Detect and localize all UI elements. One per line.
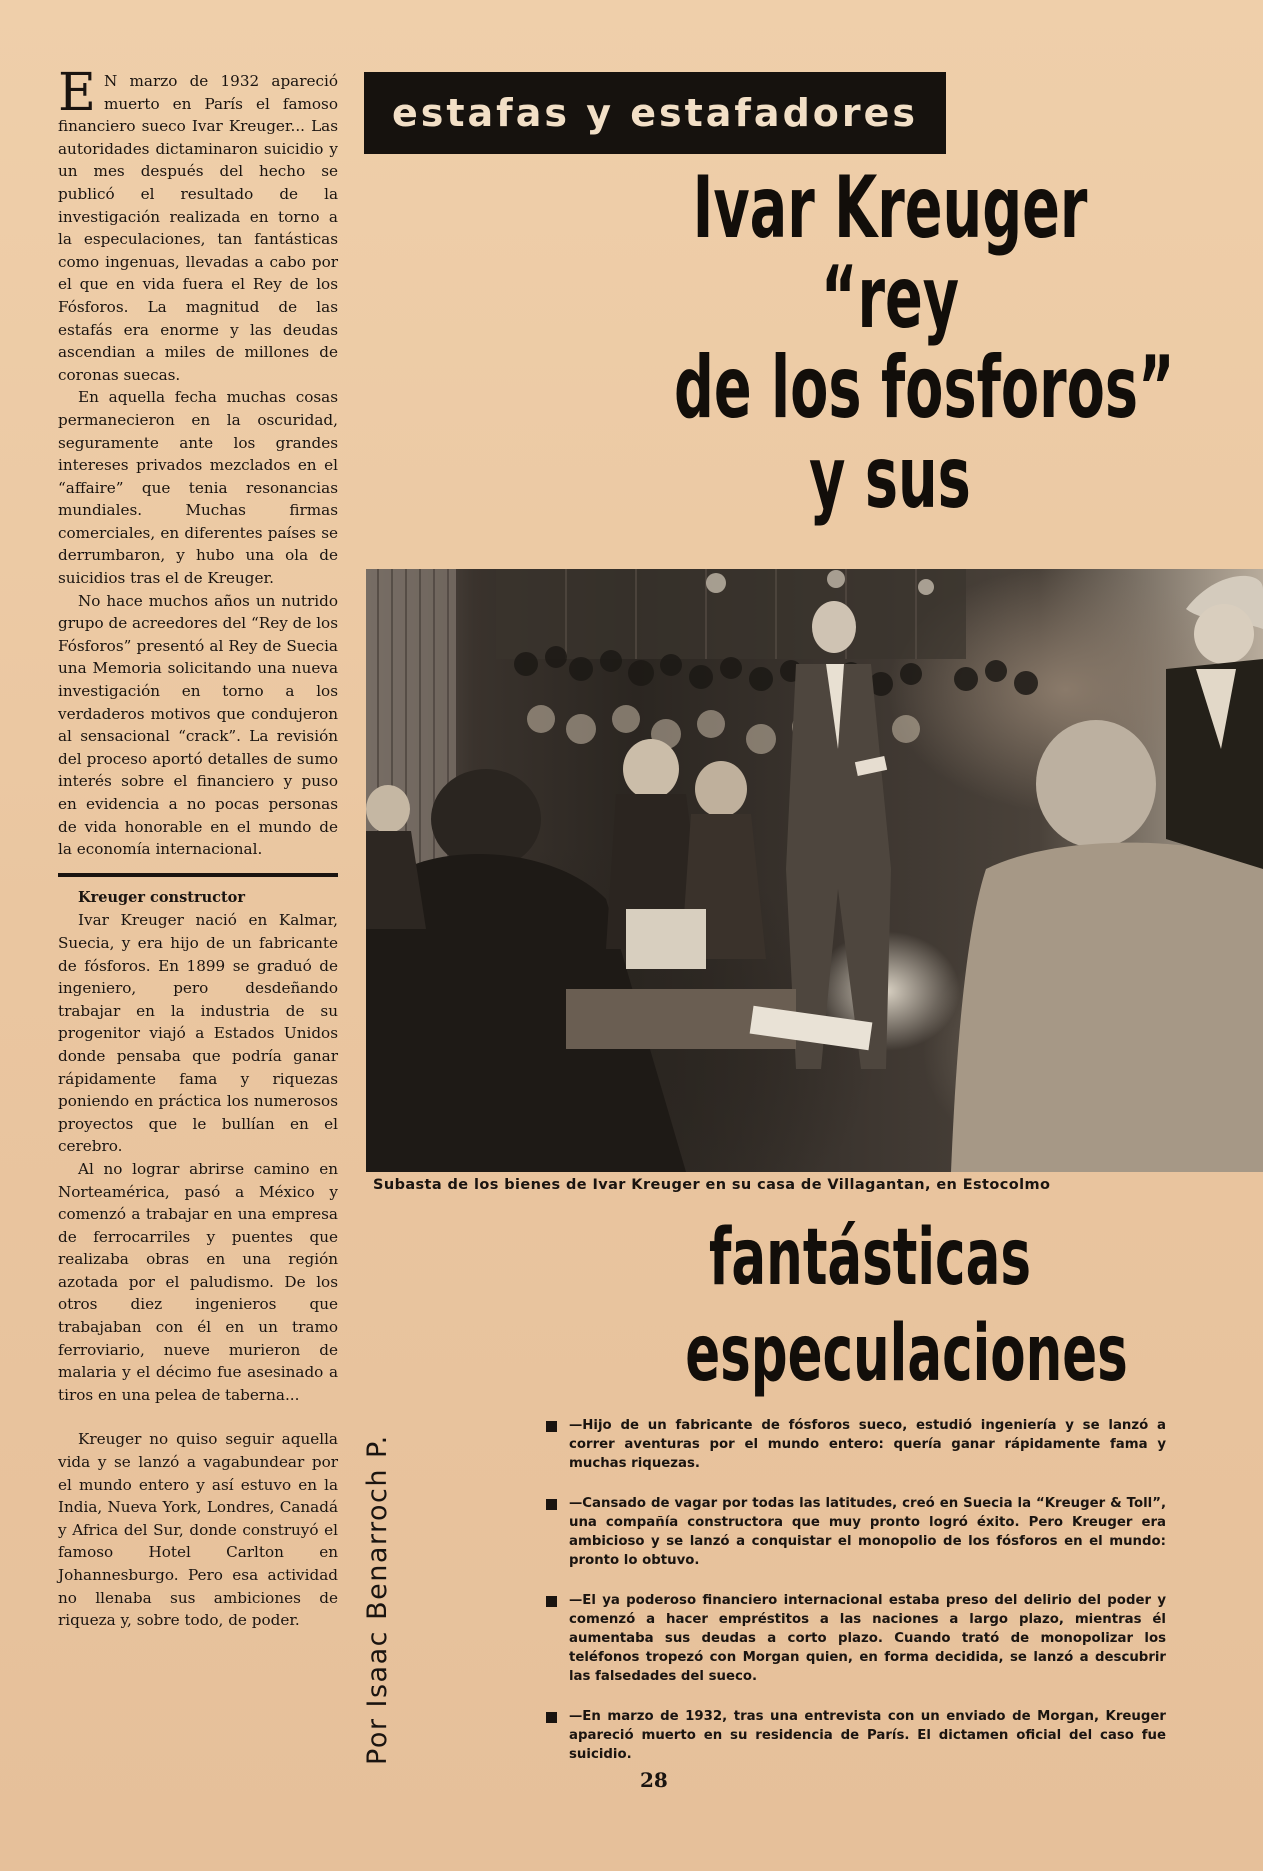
bullet-square-icon xyxy=(546,1596,557,1607)
photo-illustration xyxy=(366,569,1263,1172)
bullet-text: —Hijo de un fabricante de fósforos sueco, estudió ingeniería y se lanzó a correr aventuras por el mundo entero: quería ganar rápidamente fama y muchas riquezas. xyxy=(569,1418,1166,1471)
subheadline-line: especulaciones xyxy=(685,1309,1128,1399)
headline-line: “rey xyxy=(820,248,960,348)
subheadline-line: fantásticas xyxy=(709,1213,1031,1303)
article-body-column xyxy=(58,63,338,1632)
summary-bullets xyxy=(546,1416,1166,1785)
article-paragraph: No hace muchos años un nutrido grupo de acreedores del “Rey de los Fósforos” presentó al Rey de Suecia una Memoria solicitando una nueva investigación en torno a los verdaderos motivos que condujeron al sensacional “crack”. La revisión del proceso aportó detalles de sumo interés sobre el financiero y puso en evidencia a no pocas personas de vida honorable en el mundo de la economía internacional. xyxy=(58,591,338,859)
summary-bullet xyxy=(546,1591,1166,1686)
headline-line: Ivar Kreuger xyxy=(692,158,1088,258)
auction-photo xyxy=(366,569,1263,1172)
article-paragraph: En aquella fecha muchas cosas permanecieron en la oscuridad, seguramente ante los grandes intereses privados mezclados en el “affaire” que tenia resonancias mundiales. Muchas firmas comerciales, en diferentes países se derrumbaron, y hubo una ola de suicidios tras el de Kreuger. xyxy=(58,388,338,588)
article-paragraph: Al no lograr abrirse camino en Norteamérica, pasó a México y comenzó a trabajar en una empresa de ferrocarriles y puentes que realizaba obras en una región azotada por el paludismo. De los otros diez ingenieros que trabajaban con él en un tramo ferroviario, nueve murieron de malaria y el décimo fue asesinado a tiros en una pelea de taberna... xyxy=(58,1159,338,1404)
article-paragraph: Ivar Kreuger nació en Kalmar, Suecia, y era hijo de un fabricante de fósforos. En 1899 se graduó de ingeniero, pero desdeñando trabajar en la industria de su progenitor viajó a Estados Unidos donde pensaba que podría ganar rápidamente fama y riquezas poniendo en práctica los numerosos proyectos que le bullían en el cerebro. xyxy=(58,911,338,1156)
article-subheadline xyxy=(590,1210,1150,1402)
headline-line: y sus xyxy=(809,428,971,528)
drop-cap: E xyxy=(58,63,96,123)
article-paragraph-text: N marzo de 1932 apareció muerto en París el famoso financiero sueco Ivar Kreuger... Las autoridades dictaminaron suicidio y un mes después del hecho se publicó el resultado de la investigación realizada en torno a la especulaciones, tan fantásticas como ingenuas, llevadas a cabo por el que en vida fuera el Rey de los Fósforos. La magnitud de las estafás era enorme y las deudas ascendian a miles de millones de coronas suecas. xyxy=(58,72,338,384)
bullet-text: —En marzo de 1932, tras una entrevista con un enviado de Morgan, Kreuger apareció muerto en su residencia de París. El dictamen oficial del caso fue suicidio. xyxy=(569,1709,1166,1762)
bullet-text: —Cansado de vagar por todas las latitudes, creó en Suecia la “Kreuger & Toll”, una compañía constructora que muy pronto logró éxito. Pero Kreuger era ambicioso y se lanzó a conquistar el monopolio de los fósforos en el mundo: pronto lo obtuvo. xyxy=(569,1496,1166,1568)
page-number: 28 xyxy=(640,1768,668,1792)
summary-bullet xyxy=(546,1707,1166,1764)
article-paragraph xyxy=(58,63,338,386)
bullet-square-icon xyxy=(546,1712,557,1723)
headline-line: de los fosforos” xyxy=(674,338,1175,438)
author-byline: Por Isaac Benarroch P. xyxy=(362,1434,393,1765)
article-paragraph: Kreuger no quiso seguir aquella vida y se lanzó a vagabundear por el mundo entero y así estuvo en la India, Nueva York, Londres, Canadá y Africa del Sur, donde construyó el famoso Hotel Carlton en Johannesburgo. Pero esa actividad no llenaba sus ambiciones de riqueza y, sobre todo, de poder. xyxy=(58,1430,338,1630)
article-headline xyxy=(590,158,1190,528)
section-tag: estafas y estafadores xyxy=(364,72,946,154)
section-subhead: Kreuger constructor xyxy=(78,888,245,906)
bullet-square-icon xyxy=(546,1421,557,1432)
photo-caption: Subasta de los bienes de Ivar Kreuger en su casa de Villagantan, en Estocolmo xyxy=(373,1177,1051,1193)
bullet-square-icon xyxy=(546,1499,557,1510)
summary-bullet xyxy=(546,1494,1166,1570)
summary-bullet xyxy=(546,1416,1166,1473)
section-divider xyxy=(58,873,338,877)
bullet-text: —El ya poderoso financiero internacional estaba preso del delirio del poder y comenzó a hacer empréstitos a las naciones a largo plazo, mientras él aumentaba sus deudas a corto plazo. Cuando trató de monopolizar los teléfonos tropezó con Morgan quien, en forma decidida, se lanzó a descubrir las falsedades del sueco. xyxy=(569,1593,1166,1684)
